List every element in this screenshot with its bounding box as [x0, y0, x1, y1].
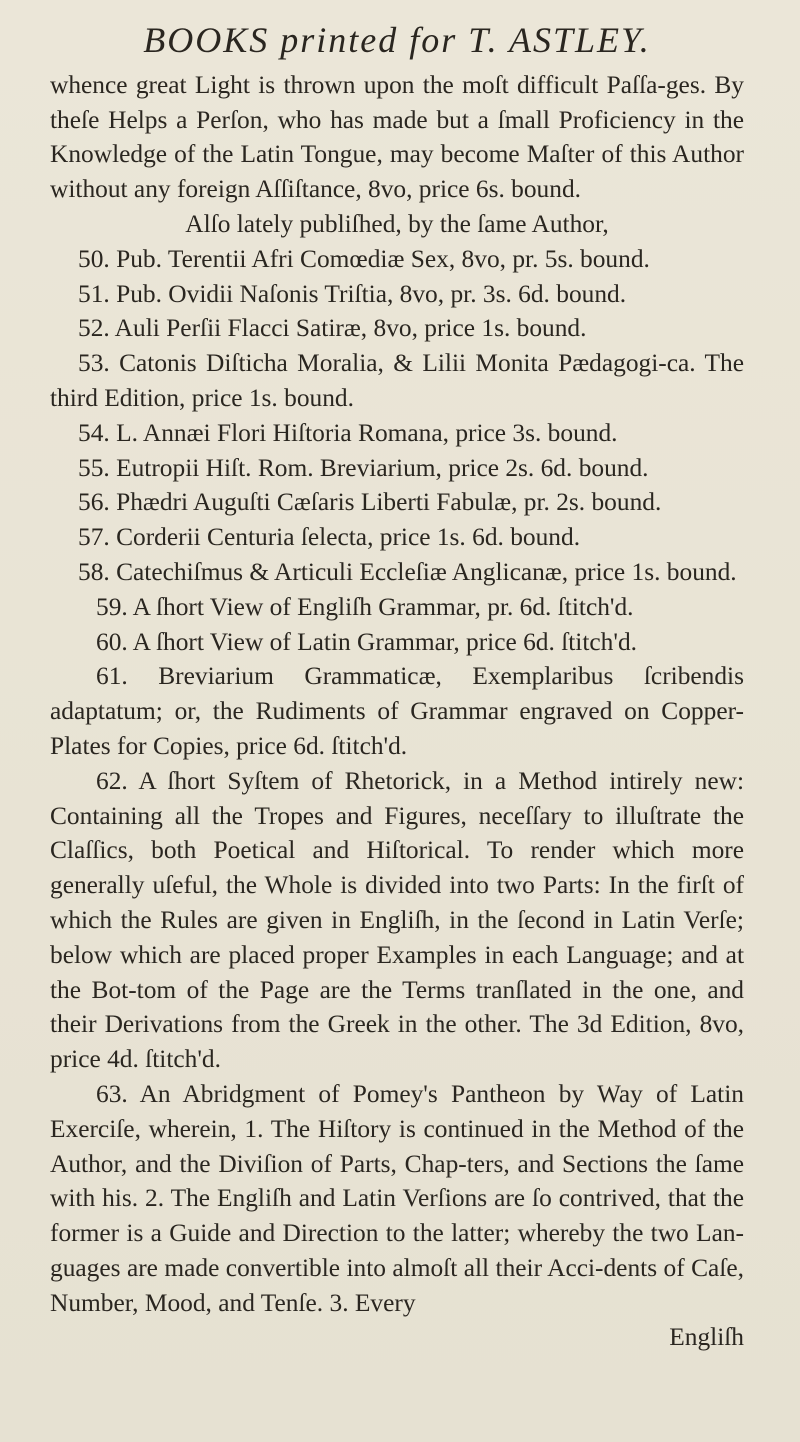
item-60: 60. A ſhort View of Latin Grammar, price 6d. ſtitch'd. [96, 627, 637, 656]
item-59: 59. A ſhort View of Engliſh Grammar, pr. 6d. ſtitch'd. [96, 592, 634, 621]
also-published-heading: Alſo lately publiſhed, by the ſame Author, [185, 209, 609, 238]
item-57: 57. Corderii Centuria ſelecta, price 1s. 6d. bound. [78, 523, 581, 552]
item-54: 54. L. Annæi Flori Hiſtoria Romana, price 3s. bound. [78, 418, 618, 447]
item-58: 58. Catechiſmus & Articuli Eccleſiæ Anglicanæ, price 1s. bound. [78, 557, 737, 586]
item-56: 56. Phædri Auguſti Cæſaris Liberti Fabulæ, pr. 2s. bound. [78, 488, 662, 517]
intro-paragraph: whence great Light is thrown upon the moſt difficult Paſſa-ges. By theſe Helps a Perſon, who has made but a ſmall Proficiency in the Knowledge of the Latin Tongue, may become Maſter of this Author without any foreign Aſſiſtance, 8vo, price 6s. bound. [50, 70, 744, 204]
item-62: 62. A ſhort Syſtem of Rhetorick, in a Method intirely new: Containing all the Tropes and Figures, neceſſary to illuſtrate the Claſſics, both Poetical and Hiſtorical. To render which more generally uſeful, the Whole is divided into two Parts: In the firſt of which the Rules are given in Engliſh, in the ſecond in Latin Verſe; below which are placed proper Examples in each Language; and at the Bot-tom of the Page are the Terms tranſlated in the one, and their Derivations from the Greek in the other. The 3d Edition, 8vo, price 4d. ſtitch'd. [50, 766, 744, 1074]
catchword: Engliſh [669, 1323, 744, 1352]
item-52: 52. Auli Perſii Flacci Satiræ, 8vo, price 1s. bound. [78, 314, 587, 343]
item-61: 61. Breviarium Grammaticæ, Exemplaribus ſcribendis adaptatum; or, the Rudiments of Grammar engraved on Copper-Plates for Copies, price 6d. ſtitch'd. [50, 662, 744, 760]
item-55: 55. Eutropii Hiſt. Rom. Breviarium, price 2s. 6d. bound. [78, 453, 649, 482]
running-header: BOOKS printed for T. ASTLEY. [143, 20, 651, 60]
item-51: 51. Pub. Ovidii Naſonis Triſtia, 8vo, pr. 3s. 6d. bound. [78, 279, 627, 308]
item-53: 53. Catonis Diſticha Moralia, & Lilii Monita Pædagogi-ca. The third Edition, price 1s. bound. [50, 349, 744, 412]
item-63: 63. An Abridgment of Pomey's Pantheon by Way of Latin Exerciſe, wherein, 1. The Hiſtory is continued in the Method of the Author, and the Diviſion of Parts, Chap-ters, and Sections the ſame with his. 2. The Engliſh and Latin Verſions are ſo contrived, that the former is a Guide and Direction to the latter; whereby the two Lan-guages are made convertible into almoſt all their Acci-dents of Caſe, Number, Mood, and Tenſe. 3. Every [50, 1079, 744, 1317]
item-50: 50. Pub. Terentii Afri Comœdiæ Sex, 8vo, pr. 5s. bound. [78, 244, 650, 273]
